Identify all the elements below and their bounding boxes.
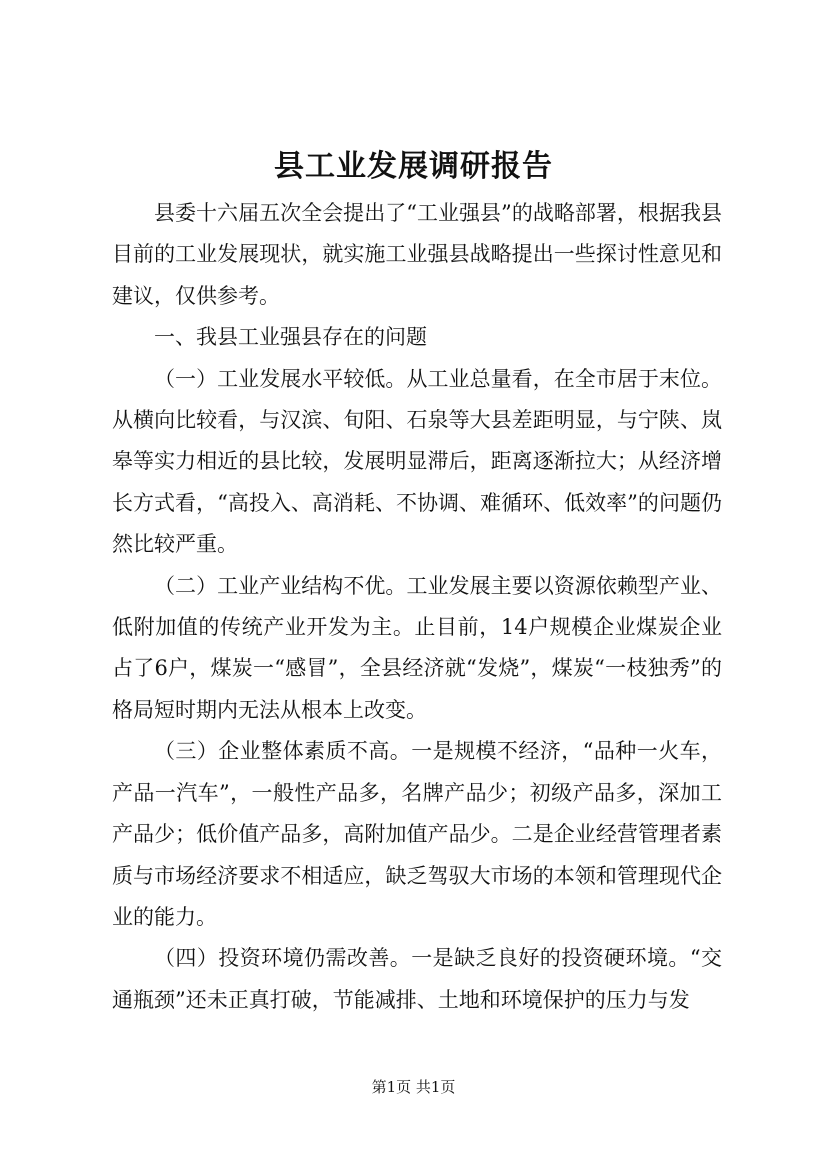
section-heading-problems: 一、我县工业强县存在的问题 [154, 325, 427, 350]
paragraph-intro: 县委十六届五次全会提出了“工业强县”的战略部署，根据我县目前的工业发展现状，就实施工业强县战略提出一些探讨性意见和建议，仅供参考。 [112, 201, 722, 308]
paragraph-point-2: （二）工业产业结构不优。工业发展主要以资源依赖型产业、低附加值的传统产业开发为主。止目前，14户规模企业煤炭企业占了6户，煤炭一“感冒”，全县经济就“发烧”，煤炭“一枝独秀”的格局短时期内无法从根本上改变。 [112, 573, 722, 722]
document-body [112, 193, 722, 1021]
paragraph-point-3: （三）企业整体素质不高。一是规模不经济，“品种一火车，产品一汽车”，一般性产品多，名牌产品少；初级产品多，深加工产品少；低价值产品多，高附加值产品少。二是企业经营管理者素质与市场经济要求不相适应，缺乏驾驭大市场的本领和管理现代企业的能力。 [112, 739, 722, 929]
paragraph-point-4: （四）投资环境仍需改善。一是缺乏良好的投资硬环境。“交通瓶颈”还未正真打破，节能减排、土地和环境保护的压力与发 [112, 946, 722, 1012]
document-title: 县工业发展调研报告 [274, 149, 553, 184]
page-footer: 第1页 共1页 [371, 1078, 456, 1096]
paragraph-point-1: （一）工业发展水平较低。从工业总量看，在全市居于末位。从横向比较看，与汉滨、旬阳、石泉等大县差距明显，与宁陕、岚皋等实力相近的县比较，发展明显滞后，距离逐渐拉大；从经济增长方式看，“高投入、高消耗、不协调、难循环、低效率”的问题仍然比较严重。 [112, 366, 722, 557]
